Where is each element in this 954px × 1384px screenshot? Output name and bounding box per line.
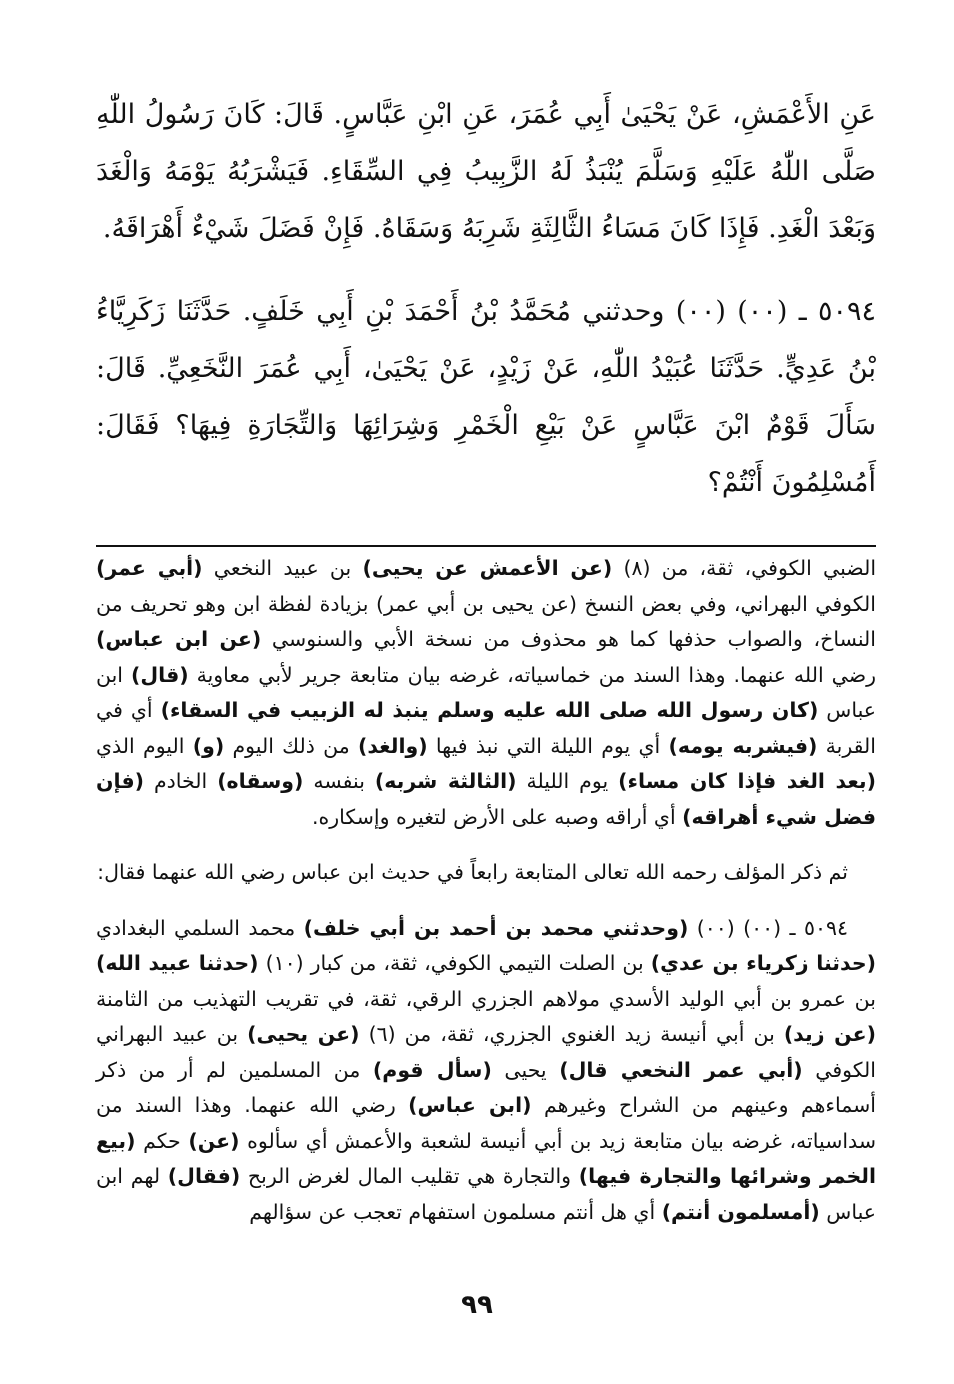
bold-quote: (أبي عمر النخعي قال) <box>559 1057 803 1082</box>
text-run: بن الصلت التيمي الكوفي، ثقة، من كبار (١٠) <box>258 951 651 975</box>
text-run: رضي الله عنهما. وهذا السند من خماسياته، غرضه بيان متابعة جرير لأبي معاوية <box>188 662 876 687</box>
text-run: رضي الله عنهما. وهذا السند من سداسياته، غرضه بيان متابعة زيد بن أبي أنيسة لشعبة والأعمش أي سألوه <box>96 1093 876 1153</box>
hadith-paragraph-1: عَنِ الأَعْمَشِ، عَنْ يَحْيَىٰ أَبِي عُمَرَ، عَنِ ابْنِ عَبَّاسٍ. قَالَ: كَانَ رَسُولُ اللّٰهِ صَلَّى اللّٰهُ عَلَيْهِ وَسَلَّمَ يُنْبَذُ لَهُ الزَّبِيبُ فِي السِّقَاءِ. فَيَشْرَبُهُ يَوْمَهُ وَالْغَدَ وَبَعْدَ الْغَدِ. فَإِذَا كَانَ مَسَاءُ الثَّالِثَةِ شَرِبَهُ وَسَقَاهُ. فَإِنْ فَضَلَ شَيْءٌ أَهْرَاقَهُ. <box>96 99 876 244</box>
spacer <box>96 891 876 911</box>
bold-quote: (وسقاه) <box>217 769 304 793</box>
text-run: أي يوم الليلة التي نبذ فيها <box>427 733 669 758</box>
bold-quote: (كان رسول الله صلى الله عليه وسلم ينبذ له الزبيب في السقاء) <box>160 698 819 722</box>
bold-quote: (حدثنا عبيد الله) <box>96 951 259 975</box>
footnote-divider <box>96 545 876 547</box>
bold-quote: (بعد الغد فإذا كان مساء) <box>618 769 876 793</box>
text-run: من ذلك اليوم <box>224 733 358 758</box>
text-run: اليوم الذي <box>96 733 193 758</box>
bold-quote: (عن زيد) <box>783 1022 876 1046</box>
bold-quote: (عن ابن عباس) <box>96 627 262 651</box>
bold-quote: (أمسلمون أنتم) <box>661 1199 820 1224</box>
bold-quote: (ابن عباس) <box>408 1093 532 1117</box>
bold-quote: (فقال) <box>167 1164 241 1188</box>
bold-quote: (فيشربه يومه) <box>668 733 818 758</box>
text-run: من المسلمين لم أر من ذكر أسماءهم وعينهم من الشراح وغيرهم <box>96 1057 877 1117</box>
bold-quote: (والغد) <box>357 733 428 758</box>
text-run: بن أبي أنيسة زيد الغنوي الجزري، ثقة، من (٦) <box>359 1022 784 1046</box>
text-run: ٥٠٩٤ ـ (٠٠) (٠٠) <box>688 915 849 940</box>
bold-quote: (بيع الخمر وشرائها والتجارة فيها) <box>96 1128 876 1188</box>
text-run: بنفسه <box>303 769 375 793</box>
text-run: بن عبيد النخعي <box>202 556 363 580</box>
text-run: يوم الليلة <box>516 769 619 793</box>
text-run: الكوفي البهراني، وفي بعض النسخ (عن يحيى بن أبي عمر) بزيادة لفظة ابن وهو تحريف من النساخ، والصواب حذفها كما هو محذوف من نسخة الأبي والسنوسي <box>96 591 877 651</box>
text-run: لهم ابن عباس <box>96 1164 876 1224</box>
text-run: ابن عباس <box>96 662 876 722</box>
text-run: والتجارة هي تقليب المال لغرض الربح <box>240 1164 579 1188</box>
spacer <box>96 257 876 283</box>
bold-quote: (و) <box>192 733 225 758</box>
text-run: أي في القربة <box>96 698 876 758</box>
text-run: محمد السلمي البغدادي <box>96 915 304 940</box>
commentary-paragraph-1 <box>96 551 876 835</box>
text-run: الخادم <box>144 769 218 793</box>
spacer <box>96 835 876 855</box>
bold-quote: (وحدثني محمد بن أحمد بن أبي خلف) <box>303 915 689 940</box>
bold-quote: (أبي عمر) <box>96 556 203 580</box>
bold-quote: (فإن فضل شيء أهراقه) <box>96 769 876 829</box>
text-run: يحيى <box>491 1057 560 1082</box>
page-number: ٩٩ <box>461 1290 493 1320</box>
commentary-paragraph-2: ثم ذكر المؤلف رحمه الله تعالى المتابعة رابعاً في حديث ابن عباس رضي الله عنهما فقال: <box>97 860 848 884</box>
text-run: أي هل أنتم مسلمون استفهام تعجب عن سؤالهم <box>249 1199 662 1224</box>
bold-quote: (سأل قوم) <box>372 1057 492 1082</box>
text-run: بن عمرو بن أبي الوليد الأسدي مولاهم الجزري الرقي، ثقة، في تقريب التهذيب من الثامنة <box>96 986 876 1011</box>
bold-quote: (عن) <box>188 1128 240 1153</box>
text-run: حكم <box>135 1128 189 1153</box>
bold-quote: (قال) <box>130 662 189 687</box>
bold-quote: (عن يحيى) <box>247 1022 360 1046</box>
text-run: أي أراقه وصبه على الأرض لتغيره وإسكاره. <box>312 804 683 829</box>
text-run: الضبي الكوفي، ثقة، من (٨) <box>612 556 877 580</box>
document-page <box>96 86 876 1230</box>
bold-quote: (عن الأعمش عن يحيى) <box>362 556 613 580</box>
text-run: بن عبيد البهراني الكوفي <box>96 1022 877 1082</box>
commentary-paragraph-3 <box>96 911 876 1231</box>
hadith-paragraph-2: ٥٠٩٤ ـ (٠٠) (٠٠) وحدثني مُحَمَّدُ بْنُ أَحْمَدَ بْنِ أَبِي خَلَفٍ. حَدَّثَنَا زَكَرِيَّاءُ بْنُ عَدِيٍّ. حَدَّثَنَا عُبَيْدُ اللّٰهِ، عَنْ زَيْدٍ، عَنْ يَحْيَىٰ، أَبِي عُمَرَ النَّخَعِيِّ. قَالَ: سَأَلَ قَوْمٌ ابْنَ عَبَّاسٍ عَنْ بَيْعِ الْخَمْرِ وَشِرَائِهَا وَالتِّجَارَةِ فِيهَا؟ فَقَالَ: أَمُسْلِمُونَ أَنْتُمْ؟ <box>96 296 877 498</box>
bold-quote: (حدثنا زكرياء بن عدي) <box>650 951 876 975</box>
bold-quote: (الثالثة شربه) <box>374 769 517 793</box>
